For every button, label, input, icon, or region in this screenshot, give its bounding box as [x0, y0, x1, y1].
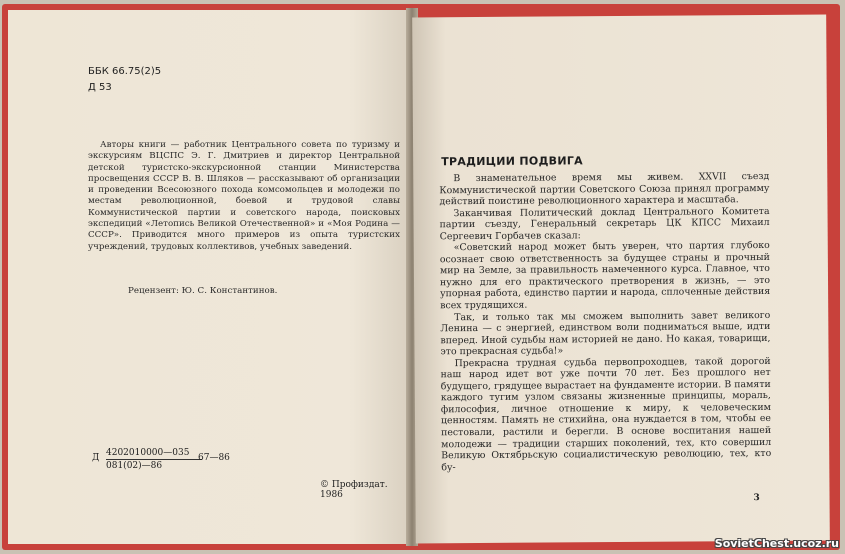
left-page — [8, 10, 410, 544]
site-watermark: SovietChest.ucoz.ru — [714, 537, 839, 550]
catalog-letter: Д — [92, 453, 100, 463]
catalog-code: 67—86 — [198, 453, 230, 463]
right-page — [412, 15, 830, 544]
bbk-code: ББК 66.75(2)5 — [88, 66, 162, 77]
body-paragraph: Заканчивая Политический доклад Центрального Комитета партии съезду, Генеральный секретарь ЦК КПСС Михаил Сергеевич Горбачев сказал: — [439, 205, 770, 242]
copyright-line: © Профиздат. 1986 — [320, 480, 388, 500]
page-number: 3 — [753, 493, 760, 504]
body-paragraph: Так, и только так мы сможем выполнить завет великого Ленина — с энергией, единством воли подниматься выше, идти вперед. Иной судьбы нам историей не дано. Но какая, товарищи, это прекрасная судьба!» — [440, 309, 771, 358]
body-paragraph: Прекрасна трудная судьба первопроходцев, такой дорогой наш народ идет вот уже почти 70 лет. Без прошлого нет будущего, грядущее вырастает на фундаменте истории. В памяти каждого тугим узлом связаны жизненные принципы, мораль, философия, личное отношение к миру, к человеческим ценностям. Память не стихийна, она нуждается в том, чтобы ее пестовали, растили и берегли. В основе воспитания нашей молодежи — традиции старших поколений, тех, кто совершил Великую Октябрьскую социалистическую революцию, тех, кто бу- — [440, 355, 772, 473]
chapter-title: ТРАДИЦИИ ПОДВИГА — [441, 154, 584, 169]
body-paragraph: В знаменательное время мы живем. XXVII съезд Коммунистической партии Советского Союза принял программу действий поистине революционного характера и масштаба. — [439, 170, 770, 208]
catalog-denominator: 081(02)—86 — [106, 461, 163, 471]
annotation-text — [88, 140, 400, 253]
index-code: Д 53 — [88, 82, 112, 93]
body-paragraph: «Советский народ может быть уверен, что партия глубоко осознает свою ответственность за будущее страны и прочный мир на Земле, за правильность намеченного курса. Главное, что нужно для его практического претворения в жизнь, — это упорная работа, единство партии и народа, сплоченные действия всех трудящихся. — [439, 240, 771, 312]
reviewer-line: Рецензент: Ю. С. Константинов. — [128, 286, 278, 296]
fraction-bar — [106, 459, 202, 460]
chapter-body — [439, 171, 771, 474]
catalog-numerator: 4202010000—035 — [106, 448, 190, 458]
annotation-paragraph: Авторы книги — работник Центрального совета по туризму и экскурсиям ВЦСПС Э. Г. Дмитриев и директор Центральной детской туристско-экскурсионной станции Министерства просвещения СССР В. В. Шляков — рассказывают об организации и проведении Всесоюзного похода комсомольцев и молодежи по местам революционной, боевой и трудовой славы Коммунистической партии и советского народа, поисковых экспедиций «Летопись Великой Отечественной» и «Моя Родина — СССР». Приводится много примеров из опыта туристских учреждений, трудовых коллективов, учебных заведений. — [88, 140, 400, 252]
